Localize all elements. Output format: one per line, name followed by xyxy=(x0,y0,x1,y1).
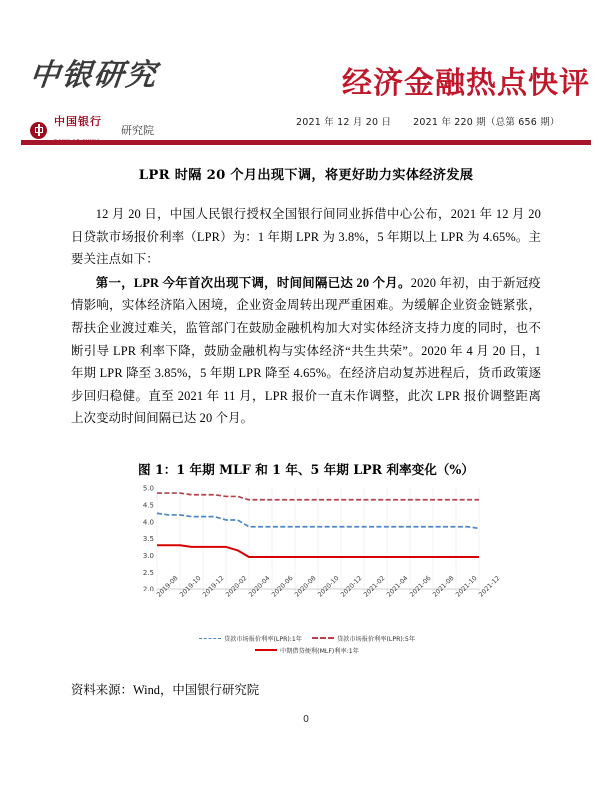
svg-text:5.0: 5.0 xyxy=(142,484,154,493)
page-number: 0 xyxy=(302,714,310,725)
article-body xyxy=(71,203,541,430)
brand-script-logo: 中银研究 xyxy=(27,58,160,93)
chart-x-tick: 2021-10 xyxy=(454,574,479,599)
chart-x-tick: 2021-04 xyxy=(385,574,410,599)
paragraph-2 xyxy=(71,272,541,430)
boc-name-cn: 中国银行 xyxy=(54,115,102,128)
line-chart-svg xyxy=(133,483,481,591)
header-divider xyxy=(21,140,591,145)
legend-label: 贷款市场报价利率(LPR):1年 xyxy=(223,635,302,643)
svg-text:4.5: 4.5 xyxy=(142,501,154,510)
chart-x-tick: 2020-12 xyxy=(339,574,364,599)
svg-text:3.5: 3.5 xyxy=(142,535,154,544)
figure-chart xyxy=(133,483,502,668)
paragraph-1-text: 12 月 20 日，中国人民银行授权全国银行间同业拆借中心公布，2021 年 12 月 20 日贷款市场报价利率（LPR）为：1 年期 LPR 为 3.8%，5 年期以上 LPR 为 4.65%。主要关注点如下： xyxy=(71,207,541,267)
chart-plot-area xyxy=(133,483,481,591)
document-header xyxy=(0,0,612,150)
chart-x-tick: 2021-06 xyxy=(408,574,433,599)
legend-label: 贷款市场报价利率(LPR):5年 xyxy=(337,635,416,643)
source-note: 资料来源：Wind，中国银行研究院 xyxy=(71,683,260,697)
legend-swatch-icon xyxy=(255,649,277,651)
chart-x-tick: 2021-12 xyxy=(477,574,502,599)
svg-text:4.0: 4.0 xyxy=(142,518,154,527)
publication-title: 经济金融热点快评 xyxy=(342,66,590,101)
chart-legend xyxy=(133,633,481,657)
paragraph-2-lead: 第一，LPR 今年首次出现下调，时间间隔已达 20 个月。 xyxy=(95,275,411,290)
chart-x-axis-labels xyxy=(133,574,502,635)
legend-swatch-icon xyxy=(312,637,334,639)
chart-x-tick: 2020-08 xyxy=(293,574,318,599)
legend-label: 中期借贷便利(MLF)利率:1年 xyxy=(280,647,359,655)
legend-swatch-icon xyxy=(199,638,221,639)
institute-label: 研究院 xyxy=(121,124,154,137)
issue-info xyxy=(296,114,560,128)
boc-emblem-icon xyxy=(30,122,47,139)
chart-x-tick: 2020-06 xyxy=(270,574,295,599)
chart-x-tick: 2019-12 xyxy=(201,574,226,599)
paragraph-2-text: 2020 年初，由于新冠疫情影响，实体经济陷入困境，企业资金周转出现严重困难。为缓解企业资金链紧张，帮扶企业渡过难关，监管部门在鼓励金融机构加大对实体经济支持力度的同时，也不断引导 LPR 利率下降，鼓励金融机构与实体经济“共生共荣”。2020 年 4 月 20 日，1 年期 LPR 降至 3.85%，5 年期 LPR 降至 4.65%。在经济启动复苏进程后，货币政策逐步回归稳健。直至 2021 年 11 月，LPR 报价一直未作调整，此次 LPR 报价调整距离上次变动时间间隔已达 20 个月。 xyxy=(71,275,541,426)
publish-date: 2021 年 12 月 20 日 xyxy=(296,117,392,128)
chart-x-tick: 2019-10 xyxy=(178,574,203,599)
chart-legend-item xyxy=(255,646,359,657)
chart-x-tick: 2020-04 xyxy=(247,574,272,599)
chart-x-tick: 2020-02 xyxy=(224,574,249,599)
chart-x-tick: 2021-02 xyxy=(362,574,387,599)
page-title: LPR 时隔 20 个月出现下调，将更好助力实体经济发展 xyxy=(138,168,474,183)
chart-legend-item xyxy=(312,634,415,645)
svg-text:2.0: 2.0 xyxy=(142,585,154,591)
chart-x-tick: 2019-08 xyxy=(155,574,180,599)
chart-legend-item xyxy=(199,634,302,645)
issue-number: 2021 年 220 期（总第 656 期） xyxy=(413,117,560,128)
chart-x-tick: 2020-10 xyxy=(316,574,341,599)
svg-text:3.0: 3.0 xyxy=(142,551,154,560)
figure-title: 图 1：1 年期 MLF 和 1 年、5 年期 LPR 利率变化（%） xyxy=(138,462,474,477)
paragraph-1 xyxy=(71,203,541,271)
svg-text:2.5: 2.5 xyxy=(142,568,154,577)
chart-x-tick: 2021-08 xyxy=(431,574,456,599)
